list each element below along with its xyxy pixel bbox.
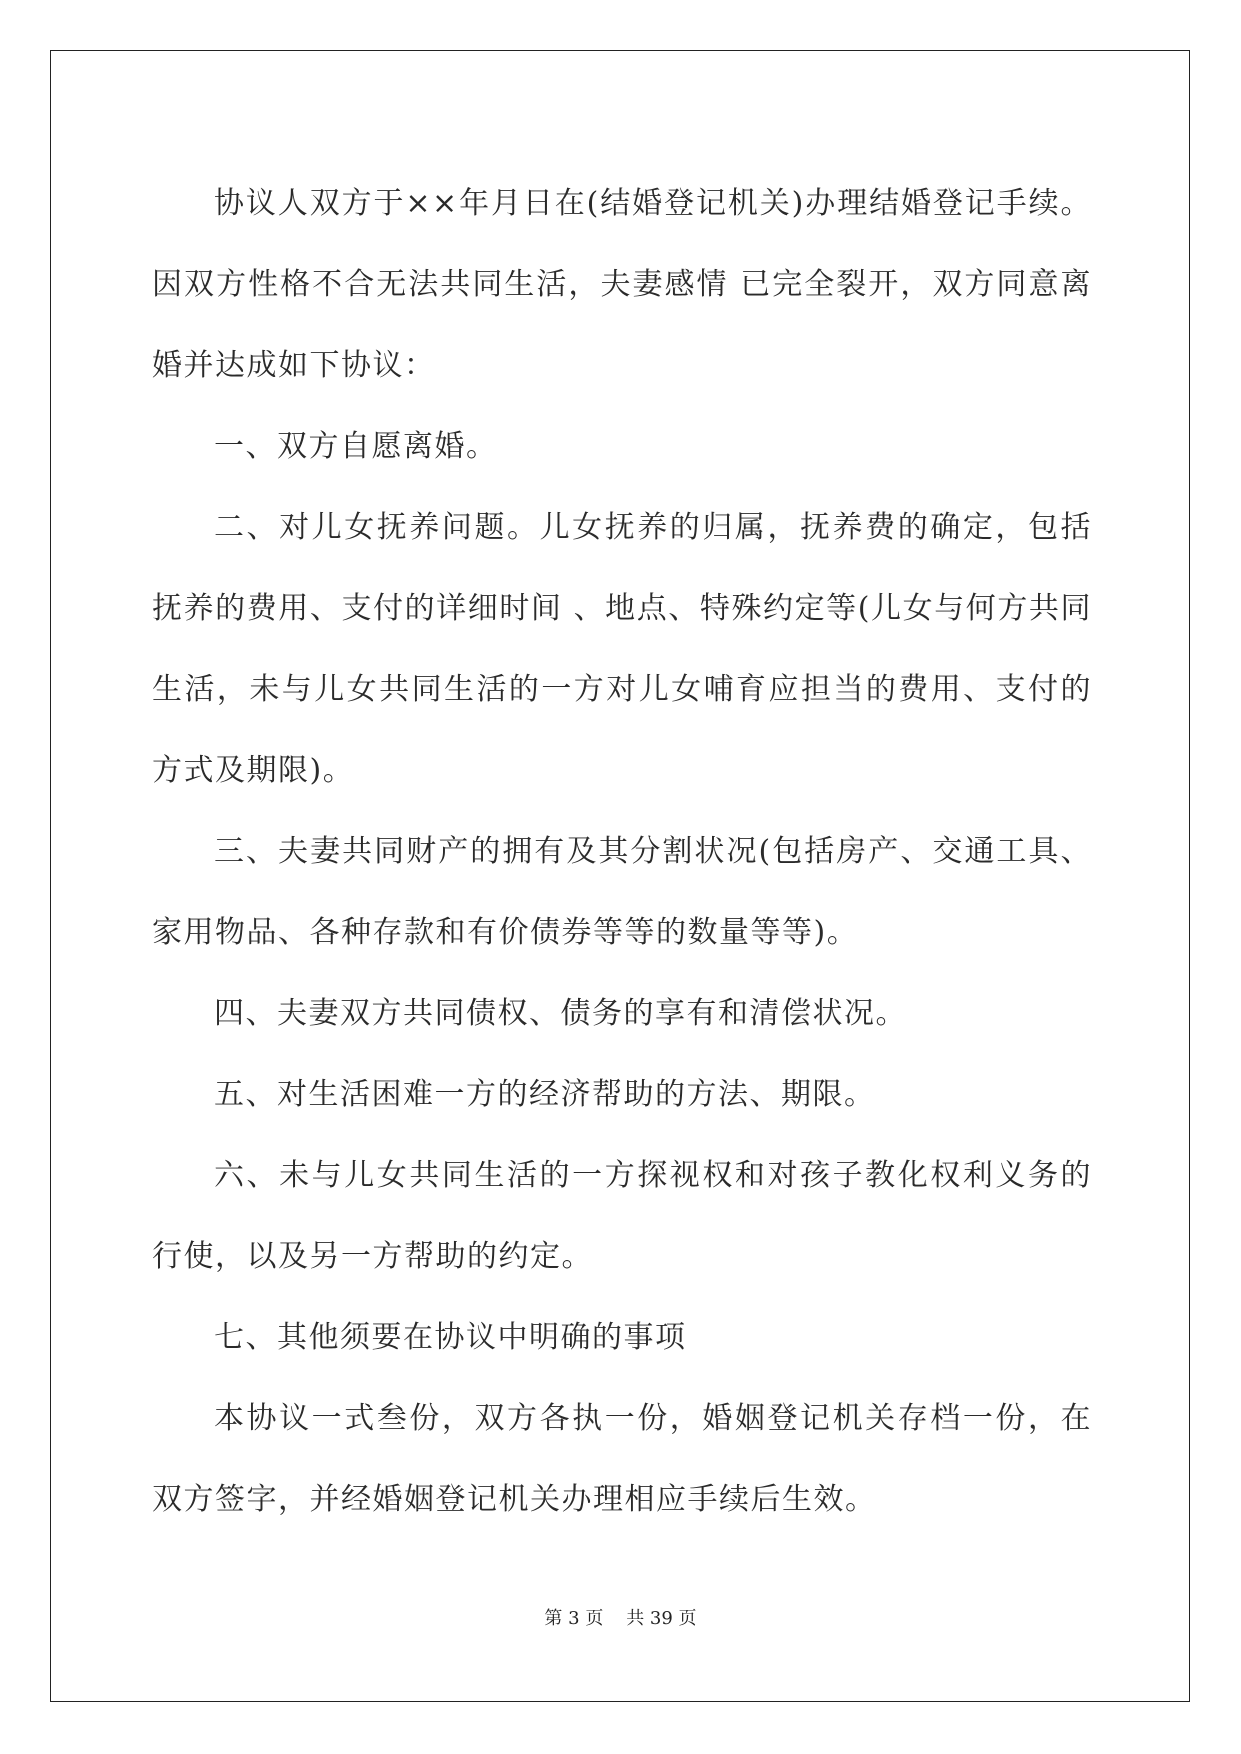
paragraph-intro: 协议人双方于××年月日在(结婚登记机关)办理结婚登记手续。因双方性格不合无法共同生活，夫妻感情 已完全裂开，双方同意离婚并达成如下协议： <box>152 186 1092 383</box>
paragraph-item-5: 五、对生活困难一方的经济帮助的方法、期限。 <box>214 1077 876 1112</box>
paragraph-closing: 本协议一式叁份，双方各执一份，婚姻登记机关存档一份，在双方签字，并经婚姻登记机关办理相应手续后生效。 <box>152 1401 1092 1517</box>
paragraph-item-1: 一、双方自愿离婚。 <box>214 429 498 464</box>
document-body <box>152 163 1092 1540</box>
paragraph-item-6: 六、未与儿女共同生活的一方探视权和对孩子教化权利义务的行使，以及另一方帮助的约定。 <box>152 1158 1092 1274</box>
paragraph-item-7: 七、其他须要在协议中明确的事项 <box>214 1320 687 1355</box>
paragraph-item-2: 二、对儿女抚养问题。儿女抚养的归属，抚养费的确定，包括抚养的费用、支付的详细时间 、地点、特殊约定等(儿女与何方共同生活，未与儿女共同生活的一方对儿女哺育应担当的费用、支付的方式及期限)。 <box>152 510 1092 788</box>
page-number-footer: 第 3 页 共 39 页 <box>544 1608 697 1629</box>
paragraph-item-3: 三、夫妻共同财产的拥有及其分割状况(包括房产、交通工具、家用物品、各种存款和有价债券等等的数量等等)。 <box>152 834 1092 950</box>
paragraph-item-4: 四、夫妻双方共同债权、债务的享有和清偿状况。 <box>214 996 907 1031</box>
